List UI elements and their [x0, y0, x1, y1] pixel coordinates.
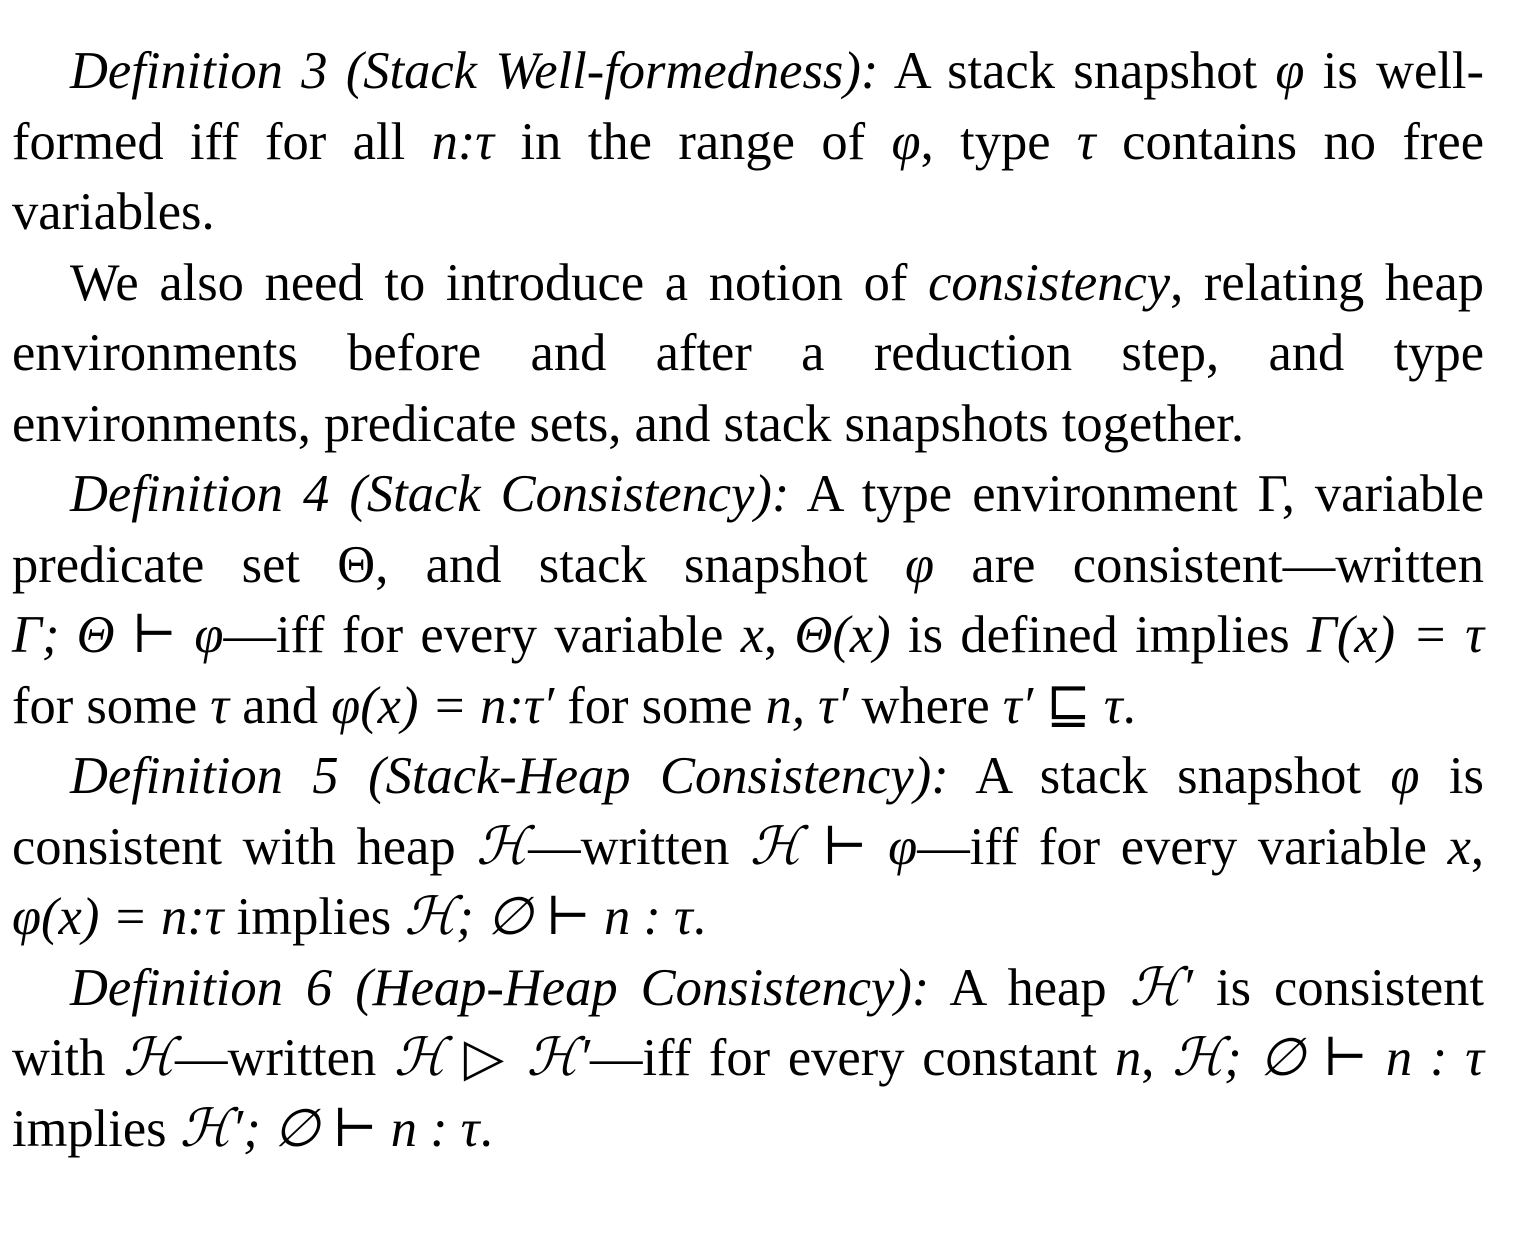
definition-3-term: Definition 3 (Stack Well-formedness):: [70, 42, 879, 100]
math-heap-prime-typing: ℋ′; ∅ ⊢ n : τ: [179, 1099, 480, 1158]
definition-6-term: Definition 6 (Heap-Heap Consistency):: [70, 958, 930, 1017]
math-x: x: [1447, 817, 1471, 876]
consistency-intro-paragraph: We also need to introduce a notion of consistency, relating heap environments before and after a reduction step, and type environments, predicate sets, and stack snapshots together.: [12, 253, 1484, 453]
math-subtype-relation: τ′ ⊑ τ: [1002, 676, 1123, 735]
math-stack-consistency-judgment: Γ; Θ ⊢ φ: [12, 606, 224, 664]
math-heap-H: ℋ: [476, 817, 529, 876]
definition-5-term: Definition 5 (Stack-Heap Consistency):: [70, 747, 949, 805]
paper-text-body: [12, 36, 1484, 1164]
definition-6-paragraph: Definition 6 (Heap-Heap Consistency): A heap ℋ′ is consistent with ℋ—written ℋ ▷ ℋ′—iff for every constant n, ℋ; ∅ ⊢ n : τ implies ℋ′; ∅ ⊢ n : τ.: [12, 958, 1485, 1158]
definition-4-term: Definition 4 (Stack Consistency):: [70, 465, 790, 523]
math-heap-H-prime: ℋ′: [1129, 958, 1193, 1017]
math-n: n: [1115, 1029, 1142, 1087]
math-x: x: [740, 606, 765, 664]
math-heap-H: ℋ: [123, 1029, 176, 1087]
math-n-tau: n:τ: [431, 112, 495, 171]
emphasis-consistency: consistency: [928, 253, 1171, 312]
math-phi: φ: [1390, 747, 1420, 805]
definition-4-paragraph: Definition 4 (Stack Consistency): A type environment Γ, variable predicate set Θ, and stack snapshot φ are consistent—written Γ; Θ ⊢ φ—iff for every variable x, Θ(x) is defined implies Γ(x) = τ for some τ and φ(x) = n:τ′ for some n, τ′ where τ′ ⊑ τ.: [12, 465, 1485, 735]
definition-3-paragraph: Definition 3 (Stack Well-formedness): A stack snapshot φ is well-formed iff for all n:τ in the range of φ, type τ contains no free variables.: [12, 42, 1485, 241]
math-heap-typing: ℋ; ∅ ⊢ n : τ: [1172, 1029, 1484, 1087]
math-stack-heap-judgment: ℋ ⊢ φ: [749, 817, 918, 876]
math-phi: φ: [1275, 42, 1305, 100]
math-gamma-x-eq-tau: Γ(x) = τ: [1307, 606, 1485, 664]
math-theta-x: Θ(x): [794, 606, 891, 664]
math-heap-typing: ℋ; ∅ ⊢ n : τ: [404, 888, 693, 946]
math-phi-x-eq-n-tau-prime: φ(x) = n:τ′: [331, 676, 555, 735]
math-tau: τ: [210, 676, 230, 735]
math-heap-heap-judgment: ℋ ▷ ℋ′: [394, 1029, 590, 1087]
math-phi: φ: [905, 535, 935, 594]
math-n-tau-prime: n, τ′: [765, 676, 849, 735]
math-phi: φ: [891, 112, 921, 171]
math-phi-x-eq-n-tau: φ(x) = n:τ: [12, 888, 224, 946]
definition-5-paragraph: Definition 5 (Stack-Heap Consistency): A stack snapshot φ is consistent with heap ℋ—written ℋ ⊢ φ—iff for every variable x, φ(x) = n:τ implies ℋ; ∅ ⊢ n : τ.: [12, 747, 1485, 946]
math-tau: τ: [1076, 112, 1096, 171]
